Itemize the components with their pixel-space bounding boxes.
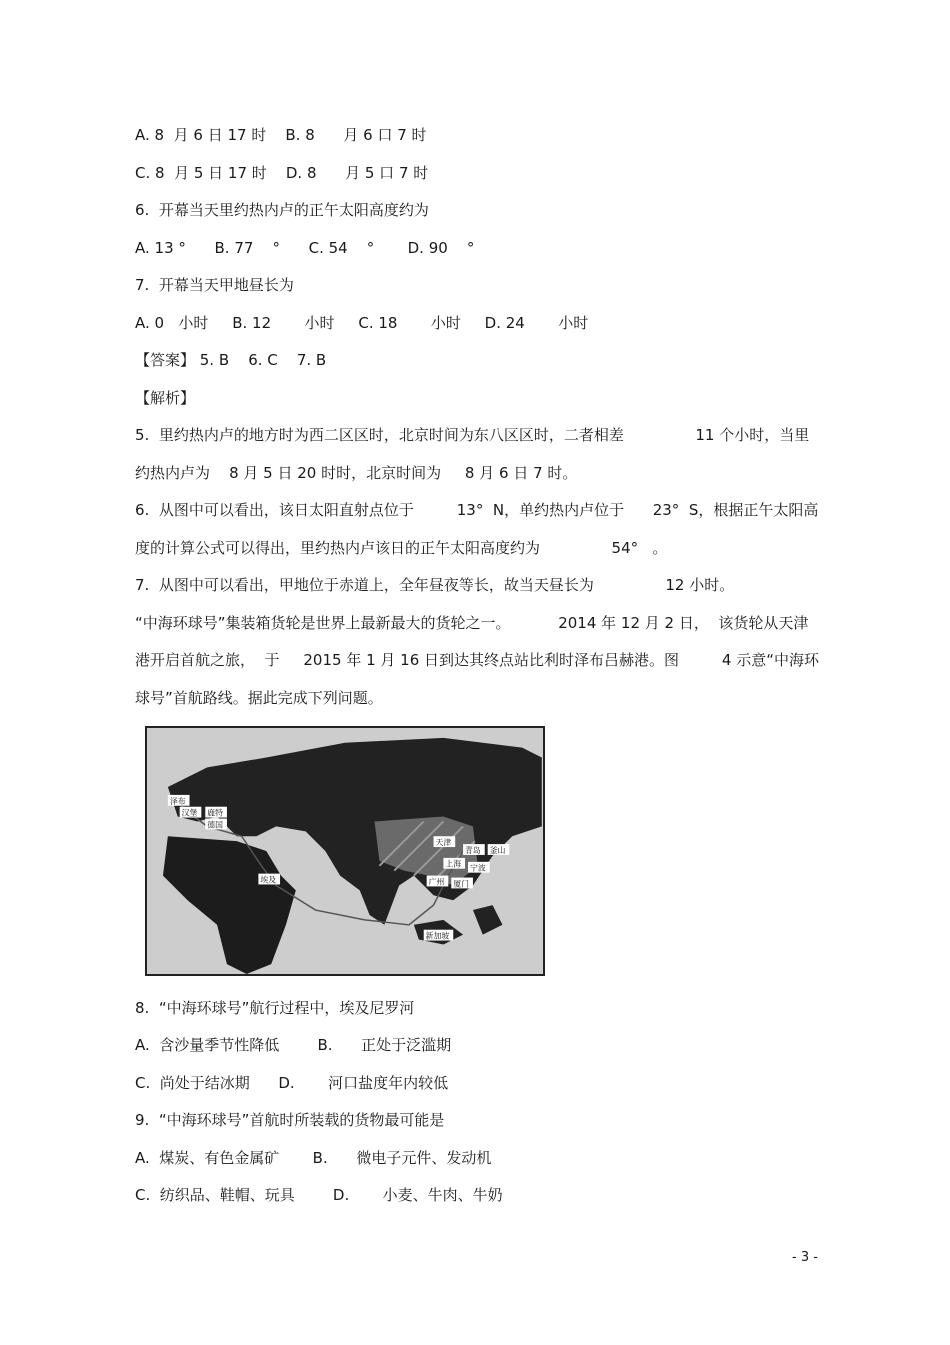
map-label: 鹿特: [207, 808, 223, 818]
text-line: 港开启首航之旅， 于 2015 年 1 月 16 日到达其终点站比利时泽布吕赫港。图 4 示意“中海环: [135, 651, 820, 669]
answer-line: 【答案】 5. B 6. C 7. B: [135, 351, 327, 369]
analysis-heading: 【解析】: [135, 389, 196, 407]
route-map-figure: [145, 726, 545, 976]
map-label: 青岛: [465, 845, 481, 855]
text-line: 球号”首航路线。据此完成下列问题。: [135, 689, 383, 707]
text-line: 5. 里约热内卢的地方时为西二区区时，北京时间为东八区区时，二者相差 11 个小时，当里: [135, 426, 810, 444]
text-line: C. 纺织品、鞋帽、玩具 D. 小麦、牛肉、牛奶: [135, 1186, 503, 1204]
text-line: “中海环球号”集装箱货轮是世界上最新最大的货轮之一。 2014 年 12 月 2 日， 该货轮从天津: [135, 614, 809, 632]
map-label: 上海: [445, 859, 462, 869]
text-line: C. 尚处于结冰期 D. 河口盐度年内较低: [135, 1074, 449, 1092]
route-map-svg: [147, 728, 543, 974]
text-line: 约热内卢为 8 月 5 日 20 时时，北京时间为 8 月 6 日 7 时。: [135, 464, 578, 482]
map-label: 厦门: [453, 879, 469, 889]
text-line: C. 8 月 5 日 17 时 D. 8 月 5 口 7 时: [135, 164, 429, 182]
text-line: 6. 从图中可以看出，该日太阳直射点位于 13° N，单约热内卢位于 23° S，根据正午太阳高: [135, 501, 819, 519]
text-line: A. 含沙量季节性降低 B. 正处于泛滥期: [135, 1036, 452, 1054]
text-line: A. 13 ° B. 77 ° C. 54 ° D. 90 °: [135, 239, 475, 257]
text-line: 9. “中海环球号”首航时所装载的货物最可能是: [135, 1111, 445, 1129]
text-line: 7. 开幕当天甲地昼长为: [135, 276, 294, 294]
map-label: 泽布: [169, 796, 186, 806]
text-line: A. 煤炭、有色金属矿 B. 微电子元件、发动机: [135, 1149, 492, 1167]
text-line: 7. 从图中可以看出，甲地位于赤道上，全年昼夜等长，故当天昼长为 12 小时。: [135, 576, 735, 594]
page-number: - 3 -: [792, 1250, 818, 1265]
map-label: 广州: [428, 877, 445, 887]
map-label: 天津: [435, 838, 452, 848]
map-label: 德国: [207, 820, 223, 830]
map-label: 汉堡: [181, 808, 198, 818]
text-line: 8. “中海环球号”航行过程中，埃及尼罗河: [135, 999, 415, 1017]
map-label: 新加坡: [425, 931, 450, 941]
map-label: 釜山: [489, 845, 506, 855]
text-line: A. 8 月 6 日 17 时 B. 8 月 6 口 7 时: [135, 126, 427, 144]
map-label: 埃及: [260, 875, 277, 885]
map-label: 宁波: [469, 863, 486, 873]
text-line: A. 0 小时 B. 12 小时 C. 18 小时 D. 24 小时: [135, 314, 589, 332]
text-line: 度的计算公式可以得出，里约热内卢该日的正午太阳高度约为 54° 。: [135, 539, 668, 557]
text-line: 6. 开幕当天里约热内卢的正午太阳高度约为: [135, 201, 429, 219]
